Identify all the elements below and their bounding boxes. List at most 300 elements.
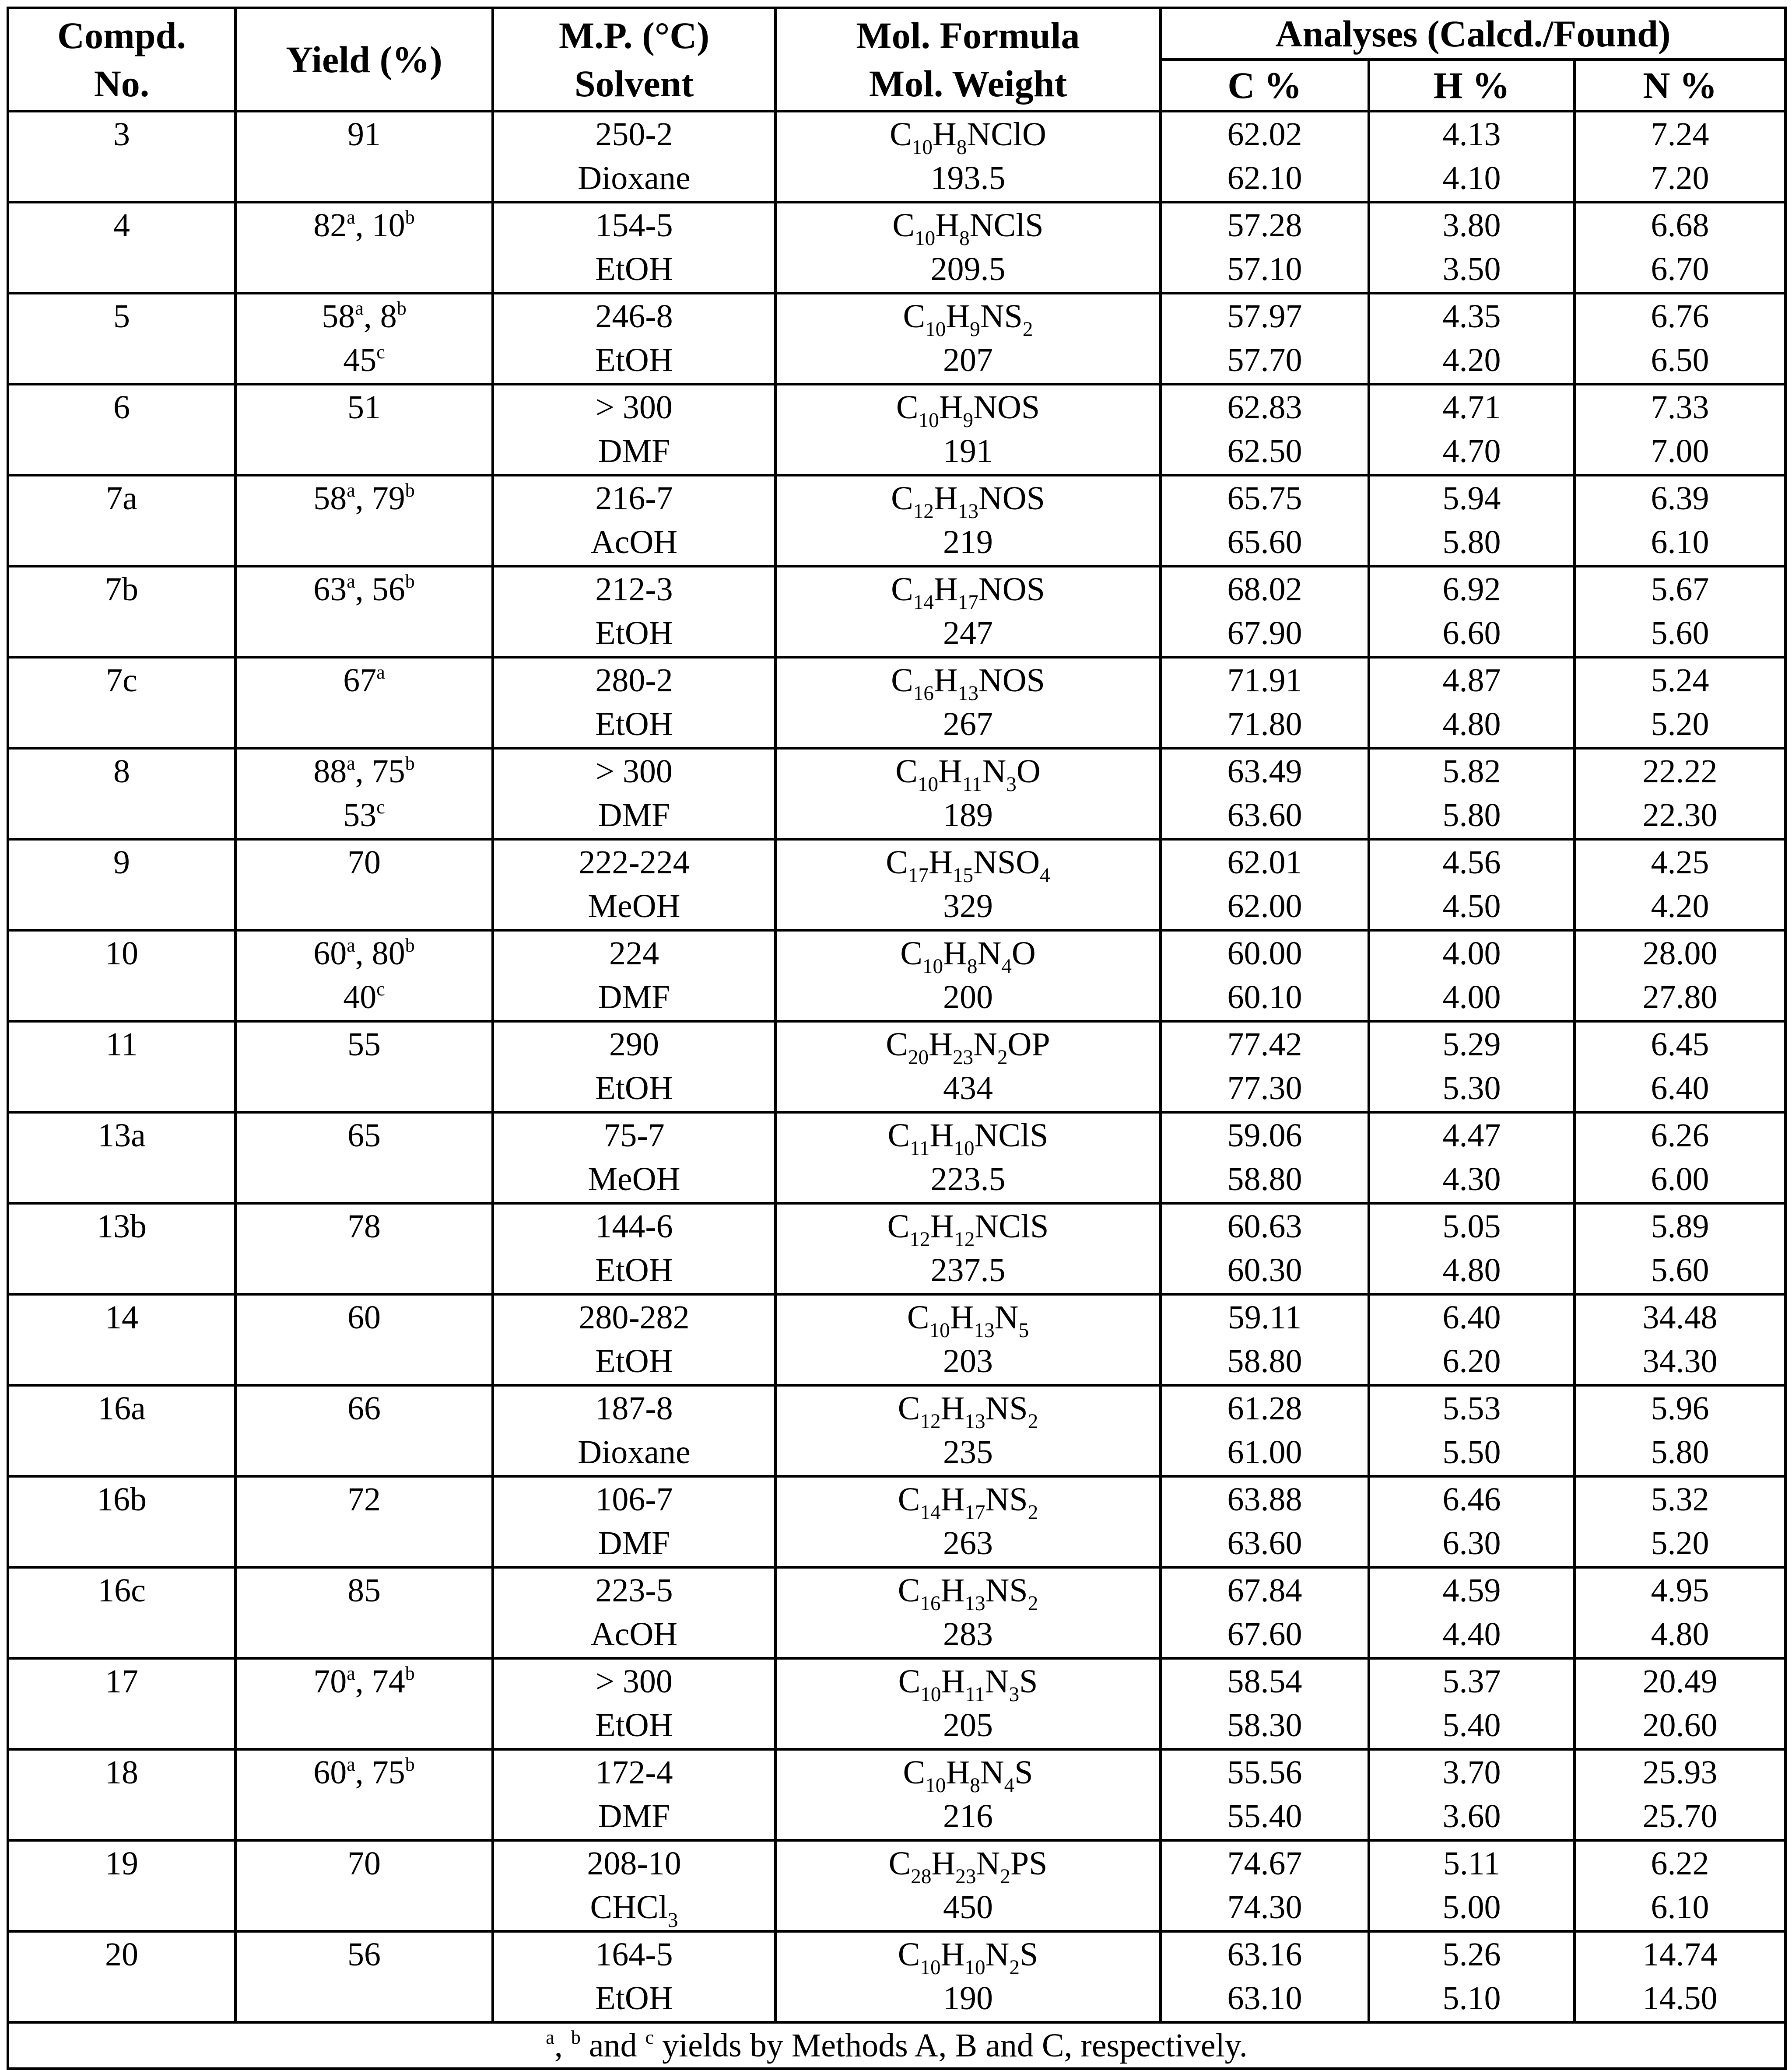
carbon-found: 77.30 bbox=[1227, 1070, 1302, 1107]
molecular-weight: 263 bbox=[943, 1525, 993, 1562]
nitrogen-percent-cell bbox=[1575, 1112, 1785, 1203]
carbon-calcd: 63.88 bbox=[1227, 1481, 1302, 1518]
yield-cell bbox=[235, 1476, 493, 1567]
carbon-found: 63.60 bbox=[1227, 1525, 1302, 1562]
nitrogen-percent-cell bbox=[1575, 1840, 1785, 1931]
hydrogen-found: 5.50 bbox=[1442, 1434, 1501, 1471]
molecular-weight: 216 bbox=[943, 1798, 993, 1835]
yield-value: 70 bbox=[347, 844, 381, 881]
header-formula-weight bbox=[775, 8, 1161, 111]
nitrogen-found: 6.40 bbox=[1651, 1070, 1709, 1107]
hydrogen-calcd: 5.29 bbox=[1442, 1026, 1501, 1063]
molecular-formula: $C_{20}H_{23}N_2OP$ bbox=[886, 1026, 1050, 1069]
melting-point: 75-7 bbox=[603, 1117, 665, 1154]
melting-point: > 300 bbox=[596, 753, 673, 790]
hydrogen-percent-cell bbox=[1369, 1749, 1575, 1840]
hydrogen-found: 3.50 bbox=[1442, 251, 1501, 287]
compound-no: 16a bbox=[98, 1390, 146, 1427]
compound-no-cell bbox=[8, 1021, 235, 1112]
hydrogen-calcd: 5.37 bbox=[1442, 1663, 1501, 1700]
carbon-found: 60.10 bbox=[1227, 979, 1302, 1016]
yield-cell bbox=[235, 1931, 493, 2022]
melting-point: 246-8 bbox=[595, 298, 673, 335]
nitrogen-percent-cell bbox=[1575, 475, 1785, 566]
formula-weight-cell bbox=[775, 566, 1161, 657]
nitrogen-calcd: 22.22 bbox=[1642, 753, 1718, 790]
nitrogen-percent-cell bbox=[1575, 1203, 1785, 1294]
formula-weight-cell bbox=[775, 657, 1161, 748]
hydrogen-found: 5.40 bbox=[1442, 1707, 1501, 1744]
molecular-formula: $C_{14}H_{17}NS_2$ bbox=[898, 1481, 1038, 1524]
compound-no: 19 bbox=[105, 1845, 138, 1882]
table-row bbox=[8, 1112, 1785, 1203]
formula-weight-cell bbox=[775, 839, 1161, 930]
hydrogen-found: 6.60 bbox=[1442, 615, 1501, 651]
carbon-percent-cell bbox=[1161, 1203, 1369, 1294]
nitrogen-calcd: 5.89 bbox=[1651, 1208, 1709, 1245]
molecular-formula: $C_{17}H_{15}NSO_4$ bbox=[886, 844, 1050, 887]
yield-value: 67$^a$ bbox=[343, 662, 385, 699]
molecular-weight: 329 bbox=[943, 888, 993, 925]
mp-solvent-cell bbox=[493, 566, 775, 657]
hydrogen-percent-cell bbox=[1369, 384, 1575, 475]
table-row bbox=[8, 930, 1785, 1021]
nitrogen-calcd: 6.76 bbox=[1651, 298, 1709, 335]
nitrogen-calcd: 28.00 bbox=[1642, 935, 1718, 972]
solvent: DMF bbox=[598, 979, 670, 1016]
yield-cell bbox=[235, 839, 493, 930]
compound-no-cell bbox=[8, 748, 235, 839]
carbon-found: 58.80 bbox=[1227, 1161, 1302, 1198]
hydrogen-calcd: 4.13 bbox=[1442, 116, 1501, 153]
carbon-found: 62.50 bbox=[1227, 433, 1302, 469]
nitrogen-found: 6.00 bbox=[1651, 1161, 1709, 1198]
hydrogen-found: 5.80 bbox=[1442, 524, 1501, 560]
carbon-calcd: 60.00 bbox=[1227, 935, 1302, 972]
compound-no: 13a bbox=[98, 1117, 146, 1154]
molecular-formula: $C_{10}H_8NClS$ bbox=[892, 207, 1044, 250]
molecular-weight: 190 bbox=[943, 1980, 993, 2017]
compound-no: 4 bbox=[113, 207, 130, 244]
hydrogen-calcd: 6.40 bbox=[1442, 1299, 1501, 1336]
solvent: EtOH bbox=[595, 615, 673, 651]
formula-weight-cell bbox=[775, 1203, 1161, 1294]
header-compound-line2: No. bbox=[94, 63, 150, 105]
molecular-formula: $C_{12}H_{12}NClS$ bbox=[887, 1208, 1049, 1251]
compound-data-table bbox=[7, 7, 1787, 2070]
carbon-calcd: 63.49 bbox=[1227, 753, 1302, 790]
table-row bbox=[8, 1658, 1785, 1749]
carbon-found: 63.10 bbox=[1227, 1980, 1302, 2017]
compound-no: 14 bbox=[105, 1299, 138, 1336]
solvent: EtOH bbox=[595, 342, 673, 378]
molecular-weight: 219 bbox=[943, 524, 993, 560]
molecular-weight: 450 bbox=[943, 1889, 993, 1926]
mp-solvent-cell bbox=[493, 1749, 775, 1840]
header-mp-solvent bbox=[493, 8, 775, 111]
table-row bbox=[8, 1203, 1785, 1294]
yield-value: 60$^a$, 80$^b$ bbox=[313, 935, 415, 972]
hydrogen-percent-cell bbox=[1369, 1840, 1575, 1931]
hydrogen-calcd: 5.82 bbox=[1442, 753, 1501, 790]
molecular-formula: $C_{10}H_8N_4S$ bbox=[903, 1754, 1033, 1797]
carbon-percent-cell bbox=[1161, 1294, 1369, 1385]
carbon-found: 74.30 bbox=[1227, 1889, 1302, 1926]
yield-value: 65 bbox=[347, 1117, 381, 1154]
compound-no: 10 bbox=[105, 935, 138, 972]
table-row bbox=[8, 475, 1785, 566]
melting-point: 224 bbox=[609, 935, 659, 972]
nitrogen-found: 5.20 bbox=[1651, 706, 1709, 743]
hydrogen-percent-cell bbox=[1369, 1294, 1575, 1385]
yield-value: 45$^c$ bbox=[343, 341, 385, 378]
yield-cell bbox=[235, 475, 493, 566]
nitrogen-percent-cell bbox=[1575, 839, 1785, 930]
hydrogen-calcd: 4.47 bbox=[1442, 1117, 1501, 1154]
yield-value: 72 bbox=[347, 1481, 381, 1518]
hydrogen-percent-cell bbox=[1369, 566, 1575, 657]
nitrogen-found: 6.10 bbox=[1651, 524, 1709, 560]
molecular-weight: 189 bbox=[943, 797, 993, 834]
formula-weight-cell bbox=[775, 384, 1161, 475]
carbon-calcd: 61.28 bbox=[1227, 1390, 1302, 1427]
hydrogen-found: 6.30 bbox=[1442, 1525, 1501, 1562]
formula-weight-cell bbox=[775, 111, 1161, 202]
yield-cell bbox=[235, 657, 493, 748]
nitrogen-found: 5.80 bbox=[1651, 1434, 1709, 1471]
compound-data-table-container bbox=[7, 7, 1784, 2070]
carbon-found: 55.40 bbox=[1227, 1798, 1302, 1835]
carbon-calcd: 63.16 bbox=[1227, 1936, 1302, 1973]
formula-weight-cell bbox=[775, 1021, 1161, 1112]
melting-point: 280-2 bbox=[595, 662, 673, 699]
solvent: DMF bbox=[598, 1798, 670, 1835]
compound-no-cell bbox=[8, 111, 235, 202]
mp-solvent-cell bbox=[493, 748, 775, 839]
yield-cell bbox=[235, 111, 493, 202]
header-n-percent: N % bbox=[1575, 60, 1785, 111]
mp-solvent-cell bbox=[493, 1840, 775, 1931]
compound-no-cell bbox=[8, 1658, 235, 1749]
molecular-formula: $C_{10}H_{11}N_3O$ bbox=[895, 753, 1041, 796]
hydrogen-percent-cell bbox=[1369, 748, 1575, 839]
hydrogen-percent-cell bbox=[1369, 657, 1575, 748]
compound-no-cell bbox=[8, 930, 235, 1021]
hydrogen-calcd: 4.00 bbox=[1442, 935, 1501, 972]
formula-weight-cell bbox=[775, 930, 1161, 1021]
yield-cell bbox=[235, 1749, 493, 1840]
table-row bbox=[8, 1476, 1785, 1567]
table-row bbox=[8, 111, 1785, 202]
solvent: Dioxane bbox=[578, 1434, 691, 1471]
nitrogen-calcd: 4.95 bbox=[1651, 1572, 1709, 1609]
carbon-found: 62.10 bbox=[1227, 160, 1302, 196]
nitrogen-calcd: 6.22 bbox=[1651, 1845, 1709, 1882]
table-row bbox=[8, 1931, 1785, 2022]
carbon-calcd: 74.67 bbox=[1227, 1845, 1302, 1882]
compound-no: 20 bbox=[105, 1936, 138, 1973]
melting-point: 187-8 bbox=[595, 1390, 673, 1427]
molecular-weight: 237.5 bbox=[930, 1252, 1006, 1289]
yield-value: 70$^a$, 74$^b$ bbox=[313, 1663, 415, 1700]
nitrogen-found: 20.60 bbox=[1642, 1707, 1718, 1744]
hydrogen-found: 5.10 bbox=[1442, 1980, 1501, 2017]
yield-cell bbox=[235, 384, 493, 475]
nitrogen-calcd: 6.68 bbox=[1651, 207, 1709, 244]
table-footnote bbox=[8, 2022, 1785, 2069]
carbon-percent-cell bbox=[1161, 657, 1369, 748]
molecular-formula: $C_{10}H_8N_4O$ bbox=[900, 935, 1036, 978]
yield-cell bbox=[235, 1294, 493, 1385]
carbon-calcd: 58.54 bbox=[1227, 1663, 1302, 1700]
formula-weight-cell bbox=[775, 1385, 1161, 1476]
carbon-percent-cell bbox=[1161, 839, 1369, 930]
hydrogen-percent-cell bbox=[1369, 1021, 1575, 1112]
mp-solvent-cell bbox=[493, 202, 775, 293]
compound-no-cell bbox=[8, 1476, 235, 1567]
molecular-formula: $C_{16}H_{13}NOS$ bbox=[891, 662, 1045, 705]
formula-weight-cell bbox=[775, 1112, 1161, 1203]
mp-solvent-cell bbox=[493, 1021, 775, 1112]
table-header bbox=[8, 8, 1785, 111]
nitrogen-percent-cell bbox=[1575, 293, 1785, 384]
solvent: DMF bbox=[598, 1525, 670, 1562]
carbon-percent-cell bbox=[1161, 1567, 1369, 1658]
nitrogen-percent-cell bbox=[1575, 384, 1785, 475]
hydrogen-found: 5.80 bbox=[1442, 797, 1501, 834]
molecular-formula: $C_{11}H_{10}NClS$ bbox=[887, 1117, 1049, 1160]
yield-cell bbox=[235, 566, 493, 657]
hydrogen-found: 4.30 bbox=[1442, 1161, 1501, 1198]
melting-point: 222-224 bbox=[579, 844, 690, 881]
compound-no: 7b bbox=[105, 571, 138, 608]
nitrogen-found: 7.00 bbox=[1651, 433, 1709, 469]
nitrogen-calcd: 14.74 bbox=[1642, 1936, 1718, 1973]
molecular-formula: $C_{12}H_{13}NOS$ bbox=[891, 480, 1045, 523]
nitrogen-found: 22.30 bbox=[1642, 797, 1718, 834]
header-analyses: Analyses (Calcd./Found) bbox=[1161, 8, 1785, 60]
hydrogen-calcd: 5.05 bbox=[1442, 1208, 1501, 1245]
molecular-weight: 223.5 bbox=[930, 1161, 1006, 1198]
mp-solvent-cell bbox=[493, 657, 775, 748]
hydrogen-found: 4.70 bbox=[1442, 433, 1501, 469]
carbon-percent-cell bbox=[1161, 930, 1369, 1021]
carbon-found: 65.60 bbox=[1227, 524, 1302, 560]
solvent: MeOH bbox=[588, 888, 680, 925]
nitrogen-percent-cell bbox=[1575, 566, 1785, 657]
nitrogen-percent-cell bbox=[1575, 1931, 1785, 2022]
table-row bbox=[8, 657, 1785, 748]
yield-value: 85 bbox=[347, 1572, 381, 1609]
solvent: CHCl$_3$ bbox=[590, 1889, 678, 1932]
formula-weight-cell bbox=[775, 1294, 1161, 1385]
nitrogen-calcd: 5.67 bbox=[1651, 571, 1709, 608]
table-row bbox=[8, 839, 1785, 930]
mp-solvent-cell bbox=[493, 384, 775, 475]
compound-no-cell bbox=[8, 1112, 235, 1203]
nitrogen-percent-cell bbox=[1575, 1658, 1785, 1749]
mp-solvent-cell bbox=[493, 1203, 775, 1294]
hydrogen-percent-cell bbox=[1369, 930, 1575, 1021]
hydrogen-percent-cell bbox=[1369, 475, 1575, 566]
table-row bbox=[8, 1749, 1785, 1840]
carbon-percent-cell bbox=[1161, 475, 1369, 566]
solvent: EtOH bbox=[595, 706, 673, 743]
molecular-weight: 283 bbox=[943, 1616, 993, 1653]
hydrogen-calcd: 4.59 bbox=[1442, 1572, 1501, 1609]
hydrogen-percent-cell bbox=[1369, 1931, 1575, 2022]
mp-solvent-cell bbox=[493, 1385, 775, 1476]
nitrogen-calcd: 7.33 bbox=[1651, 389, 1709, 426]
header-mp-line1: M.P. (°C) bbox=[558, 14, 710, 56]
carbon-percent-cell bbox=[1161, 202, 1369, 293]
mp-solvent-cell bbox=[493, 839, 775, 930]
formula-weight-cell bbox=[775, 475, 1161, 566]
melting-point: 208-10 bbox=[587, 1845, 681, 1882]
hydrogen-calcd: 4.35 bbox=[1442, 298, 1501, 335]
carbon-percent-cell bbox=[1161, 384, 1369, 475]
carbon-calcd: 71.91 bbox=[1227, 662, 1302, 699]
nitrogen-found: 4.20 bbox=[1651, 888, 1709, 925]
nitrogen-found: 7.20 bbox=[1651, 160, 1709, 196]
compound-no: 18 bbox=[105, 1754, 138, 1791]
carbon-calcd: 55.56 bbox=[1227, 1754, 1302, 1791]
table-row bbox=[8, 748, 1785, 839]
melting-point: 164-5 bbox=[595, 1936, 673, 1973]
carbon-found: 63.60 bbox=[1227, 797, 1302, 834]
molecular-weight: 205 bbox=[943, 1707, 993, 1744]
formula-weight-cell bbox=[775, 1567, 1161, 1658]
hydrogen-found: 4.50 bbox=[1442, 888, 1501, 925]
melting-point: 216-7 bbox=[595, 480, 673, 517]
hydrogen-found: 4.80 bbox=[1442, 1252, 1501, 1289]
mp-solvent-cell bbox=[493, 1476, 775, 1567]
compound-no-cell bbox=[8, 1840, 235, 1931]
yield-cell bbox=[235, 1658, 493, 1749]
hydrogen-calcd: 4.56 bbox=[1442, 844, 1501, 881]
molecular-weight: 191 bbox=[943, 433, 993, 469]
hydrogen-found: 3.60 bbox=[1442, 1798, 1501, 1835]
header-compound-line1: Compd. bbox=[57, 14, 186, 56]
solvent: DMF bbox=[598, 433, 670, 469]
hydrogen-calcd: 6.46 bbox=[1442, 1481, 1501, 1518]
carbon-calcd: 77.42 bbox=[1227, 1026, 1302, 1063]
carbon-found: 67.60 bbox=[1227, 1616, 1302, 1653]
compound-no: 11 bbox=[105, 1026, 138, 1063]
compound-no-cell bbox=[8, 202, 235, 293]
hydrogen-found: 4.00 bbox=[1442, 979, 1501, 1016]
solvent: EtOH bbox=[595, 1707, 673, 1744]
nitrogen-calcd: 5.96 bbox=[1651, 1390, 1709, 1427]
hydrogen-found: 4.10 bbox=[1442, 160, 1501, 196]
hydrogen-calcd: 5.11 bbox=[1443, 1845, 1501, 1882]
carbon-calcd: 59.06 bbox=[1227, 1117, 1302, 1154]
mp-solvent-cell bbox=[493, 1294, 775, 1385]
compound-no: 6 bbox=[113, 389, 130, 426]
molecular-weight: 434 bbox=[943, 1070, 993, 1107]
molecular-formula: $C_{12}H_{13}NS_2$ bbox=[898, 1390, 1038, 1433]
table-row bbox=[8, 1021, 1785, 1112]
solvent: DMF bbox=[598, 797, 670, 834]
compound-no-cell bbox=[8, 657, 235, 748]
yield-value: 63$^a$, 56$^b$ bbox=[313, 571, 415, 608]
carbon-calcd: 65.75 bbox=[1227, 480, 1302, 517]
yield-cell bbox=[235, 748, 493, 839]
mp-solvent-cell bbox=[493, 475, 775, 566]
carbon-calcd: 57.97 bbox=[1227, 298, 1302, 335]
hydrogen-percent-cell bbox=[1369, 111, 1575, 202]
hydrogen-percent-cell bbox=[1369, 1476, 1575, 1567]
compound-no-cell bbox=[8, 1294, 235, 1385]
carbon-calcd: 62.83 bbox=[1227, 389, 1302, 426]
mp-solvent-cell bbox=[493, 1931, 775, 2022]
yield-value: 58$^a$, 79$^b$ bbox=[313, 480, 415, 517]
carbon-percent-cell bbox=[1161, 1749, 1369, 1840]
compound-no: 7a bbox=[106, 480, 137, 517]
compound-no: 5 bbox=[113, 298, 130, 335]
yield-cell bbox=[235, 1840, 493, 1931]
molecular-weight: 200 bbox=[943, 979, 993, 1016]
carbon-calcd: 62.01 bbox=[1227, 844, 1302, 881]
formula-weight-cell bbox=[775, 202, 1161, 293]
carbon-calcd: 62.02 bbox=[1227, 116, 1302, 153]
molecular-weight: 247 bbox=[943, 615, 993, 651]
formula-weight-cell bbox=[775, 1840, 1161, 1931]
mp-solvent-cell bbox=[493, 1112, 775, 1203]
carbon-percent-cell bbox=[1161, 1658, 1369, 1749]
carbon-percent-cell bbox=[1161, 1476, 1369, 1567]
hydrogen-found: 4.80 bbox=[1442, 706, 1501, 743]
carbon-percent-cell bbox=[1161, 1931, 1369, 2022]
carbon-calcd: 60.63 bbox=[1227, 1208, 1302, 1245]
compound-no-cell bbox=[8, 566, 235, 657]
carbon-percent-cell bbox=[1161, 1112, 1369, 1203]
yield-cell bbox=[235, 1112, 493, 1203]
table-row bbox=[8, 566, 1785, 657]
molecular-formula: $C_{28}H_{23}N_2PS$ bbox=[888, 1845, 1048, 1888]
solvent: Dioxane bbox=[578, 160, 691, 196]
molecular-weight: 207 bbox=[943, 342, 993, 378]
carbon-percent-cell bbox=[1161, 111, 1369, 202]
nitrogen-found: 4.80 bbox=[1651, 1616, 1709, 1653]
hydrogen-percent-cell bbox=[1369, 1658, 1575, 1749]
hydrogen-percent-cell bbox=[1369, 839, 1575, 930]
mp-solvent-cell bbox=[493, 111, 775, 202]
header-formula-line2: Mol. Weight bbox=[869, 63, 1067, 105]
compound-no: 9 bbox=[113, 844, 130, 881]
carbon-calcd: 59.11 bbox=[1227, 1299, 1302, 1336]
melting-point: > 300 bbox=[596, 1663, 673, 1700]
molecular-formula: $C_{14}H_{17}NOS$ bbox=[891, 571, 1045, 614]
solvent: EtOH bbox=[595, 1980, 673, 2017]
formula-weight-cell bbox=[775, 1476, 1161, 1567]
melting-point: 223-5 bbox=[595, 1572, 673, 1609]
melting-point: > 300 bbox=[596, 389, 673, 426]
nitrogen-found: 5.20 bbox=[1651, 1525, 1709, 1562]
hydrogen-calcd: 4.87 bbox=[1442, 662, 1501, 699]
hydrogen-calcd: 5.94 bbox=[1442, 480, 1501, 517]
solvent: EtOH bbox=[595, 1252, 673, 1289]
nitrogen-percent-cell bbox=[1575, 202, 1785, 293]
nitrogen-calcd: 7.24 bbox=[1651, 116, 1709, 153]
compound-no-cell bbox=[8, 839, 235, 930]
nitrogen-calcd: 25.93 bbox=[1642, 1754, 1718, 1791]
yield-cell bbox=[235, 930, 493, 1021]
yield-value: 55 bbox=[347, 1026, 381, 1063]
formula-weight-cell bbox=[775, 293, 1161, 384]
nitrogen-calcd: 6.45 bbox=[1651, 1026, 1709, 1063]
nitrogen-found: 6.50 bbox=[1651, 342, 1709, 378]
